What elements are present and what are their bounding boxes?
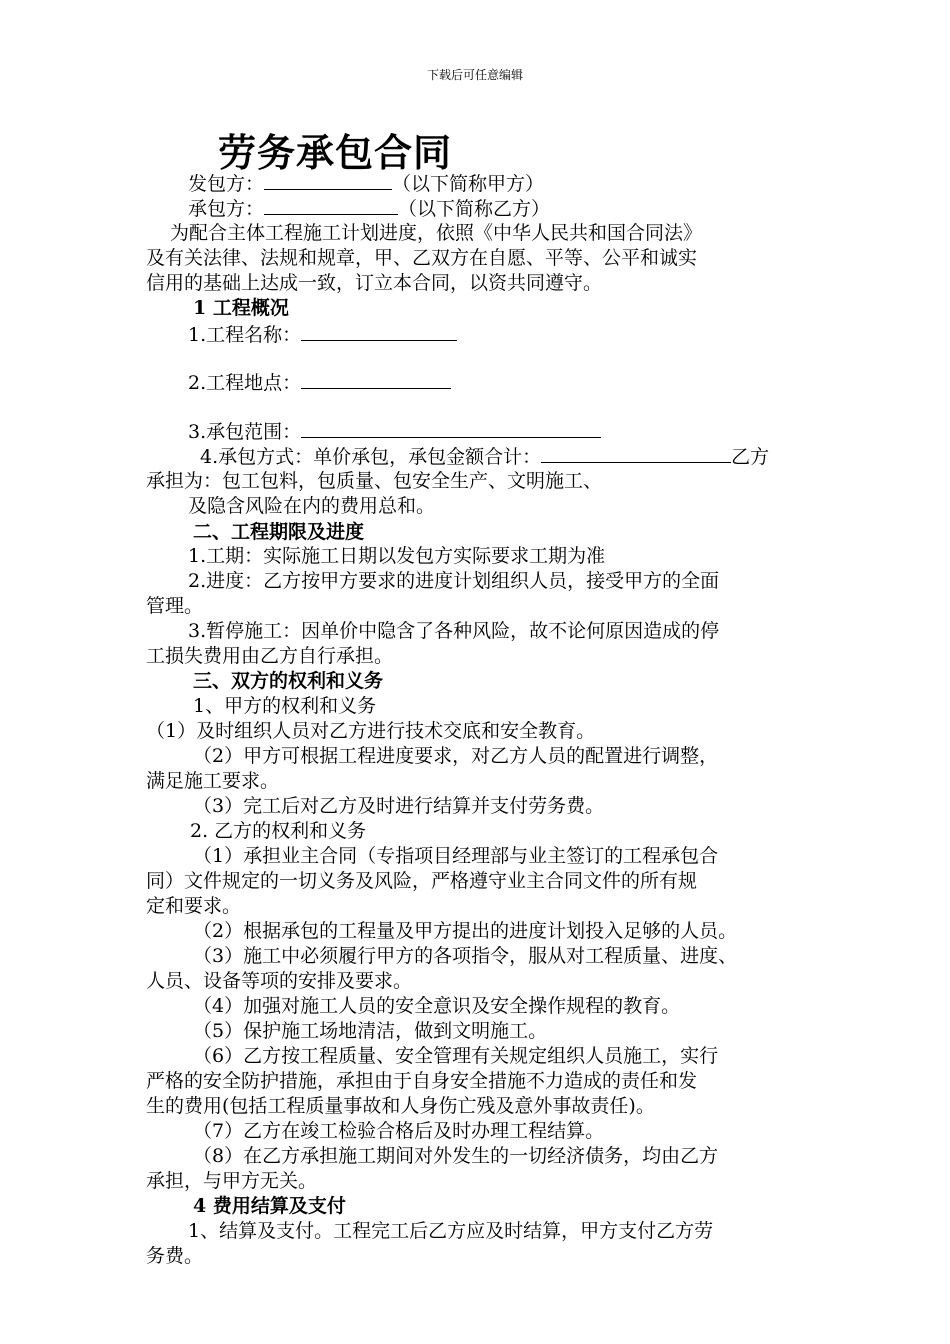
section-2-line: 2.进度：乙方按甲方要求的进度计划组织人员，接受甲方的全面 xyxy=(188,570,720,592)
project-name-line: 1.工程名称： xyxy=(188,322,457,347)
project-name-blank xyxy=(301,322,457,341)
scope-line: 3.承包范围： xyxy=(188,419,601,444)
party-b-rights-line: （2）根据承包的工程量及甲方提出的进度计划投入足够的人员。 xyxy=(193,920,738,942)
party-a-rights-line: （2）甲方可根据工程进度要求，对乙方人员的配置进行调整， xyxy=(193,745,719,767)
party-a-rights-title: 1、甲方的权利和义务 xyxy=(193,695,377,717)
party-a-rights-line: 满足施工要求。 xyxy=(146,770,280,792)
party-a-line: 发包方： （以下简称甲方） xyxy=(188,173,545,195)
party-b-rights-line: 人员、设备等项的安排及要求。 xyxy=(146,970,413,992)
document-title: 劳务承包合同 xyxy=(218,130,453,175)
party-b-blank xyxy=(264,196,398,215)
scope-blank xyxy=(301,419,601,438)
section-4-line: 务费。 xyxy=(146,1245,204,1267)
party-a-rights-line: （1）及时组织人员对乙方进行技术交底和安全教育。 xyxy=(146,720,596,742)
party-b-rights-line: 严格的安全防护措施，承担由于自身安全措施不力造成的责任和发 xyxy=(146,1070,698,1092)
intro-line: 为配合主体工程施工计划进度，依照《中华人民共和国合同法》 xyxy=(170,222,703,244)
party-b-rights-line: （5）保护施工场地清洁，做到文明施工。 xyxy=(193,1020,548,1042)
party-a-blank xyxy=(264,171,392,190)
section-4-heading: 4 费用结算及支付 xyxy=(193,1195,346,1217)
project-site-blank xyxy=(301,370,451,389)
page-header: 下载后可任意编辑 xyxy=(426,68,523,82)
party-b-rights-line: （6）乙方按工程质量、安全管理有关规定组织人员施工，实行 xyxy=(193,1045,719,1067)
party-b-line: 承包方： （以下简称乙方） xyxy=(188,198,551,220)
party-b-rights-line: （3）施工中必须履行甲方的各项指令，服从对工程质量、进度、 xyxy=(193,945,738,967)
section-2-line: 1.工期：实际施工日期以发包方实际要求工期为准 xyxy=(188,545,606,567)
party-b-rights-line: 承担，与甲方无关。 xyxy=(146,1170,318,1192)
section-1-heading: 1 工程概况 xyxy=(193,297,289,319)
section-2-heading: 二、工程期限及进度 xyxy=(193,521,365,543)
party-b-rights-title: 2. 乙方的权利和义务 xyxy=(190,820,367,842)
section-4-line: 1、结算及支付。工程完工后乙方应及时结算，甲方支付乙方劳 xyxy=(188,1220,714,1242)
section-2-line: 工损失费用由乙方自行承担。 xyxy=(146,645,394,667)
project-site-line: 2.工程地点： xyxy=(188,370,451,395)
party-a-rights-line: （3）完工后对乙方及时进行结算并支付劳务费。 xyxy=(193,795,605,817)
contract-mode-cont: 及隐含风险在内的费用总和。 xyxy=(188,495,436,517)
contract-mode-cont: 承担为：包工包料，包质量、包安全生产、文明施工、 xyxy=(146,470,603,492)
contract-amount-blank xyxy=(541,444,731,463)
section-3-heading: 三、双方的权利和义务 xyxy=(193,670,384,692)
section-2-line: 3.暂停施工：因单价中隐含了各种风险，故不论何原因造成的停 xyxy=(188,620,720,642)
party-b-rights-line: （8）在乙方承担施工期间对外发生的一切经济债务，均由乙方 xyxy=(193,1145,719,1167)
party-b-rights-line: 生的费用(包括工程质量事故和人身伤亡残及意外事故责任)。 xyxy=(146,1095,655,1117)
party-b-rights-line: （7）乙方在竣工检验合格后及时办理工程结算。 xyxy=(193,1120,605,1142)
party-b-rights-line: 同）文件规定的一切义务及风险，严格遵守业主合同文件的所有规 xyxy=(146,870,698,892)
intro-line: 及有关法律、法规和规章，甲、乙双方在自愿、平等、公平和诚实 xyxy=(146,247,698,269)
party-b-rights-line: （1）承担业主合同（专指项目经理部与业主签订的工程承包合 xyxy=(193,845,719,867)
party-b-rights-line: （4）加强对施工人员的安全意识及安全操作规程的教育。 xyxy=(193,995,681,1017)
contract-mode-line: 4.承包方式：单价承包，承包金额合计： 乙方 xyxy=(200,446,770,468)
intro-line: 信用的基础上达成一致，订立本合同，以资共同遵守。 xyxy=(146,272,603,294)
party-b-rights-line: 定和要求。 xyxy=(146,895,242,917)
section-2-line: 管理。 xyxy=(146,595,204,617)
